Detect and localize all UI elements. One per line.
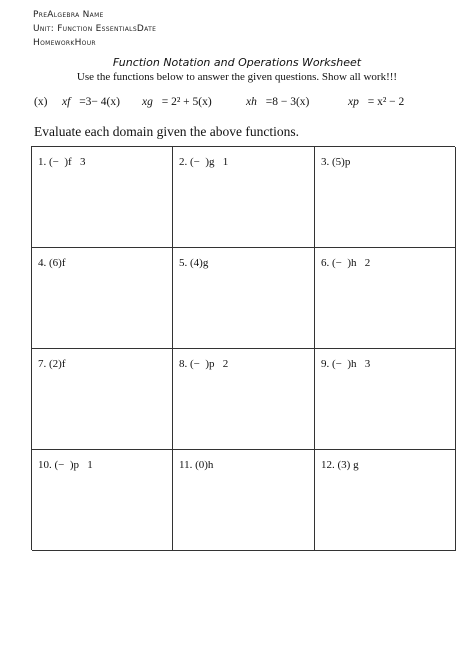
- function-h-name: xh: [246, 96, 257, 108]
- function-h-expr: =8 − 3(x): [265, 96, 310, 108]
- problem-cell[interactable]: [315, 349, 456, 450]
- function-f: [62, 96, 120, 108]
- function-h: [246, 96, 309, 108]
- function-p: [348, 96, 404, 108]
- function-variable-label: (x): [34, 96, 48, 108]
- problem-cell[interactable]: [315, 248, 456, 349]
- function-g-expr: = 2² + 5(x): [161, 96, 212, 108]
- function-f-expr: =3− 4(x): [79, 96, 120, 108]
- header-unit-date-line: Unit: Function EssentialsDate: [33, 24, 157, 34]
- problem-cell[interactable]: [315, 450, 456, 551]
- worksheet-subtitle: Use the functions below to answer the given questions. Show all work!!!: [76, 71, 398, 83]
- problem-cell[interactable]: [32, 450, 173, 551]
- problem-cell[interactable]: [173, 349, 315, 450]
- function-g-name: xg: [142, 96, 153, 108]
- problem-label: 2. (− )g 1: [179, 156, 229, 168]
- problem-label: 1. (− )f 3: [38, 156, 86, 168]
- problem-grid: [31, 146, 455, 550]
- problem-cell[interactable]: [32, 248, 173, 349]
- problem-label: 12. (3) g: [321, 459, 359, 471]
- worksheet-title: Function Notation and Operations Worksheet: [112, 56, 362, 69]
- problem-label: 4. (6)f: [38, 257, 66, 269]
- header-homework-hour-line: HomeworkHour: [33, 38, 96, 48]
- problem-cell[interactable]: [32, 147, 173, 248]
- problem-cell[interactable]: [173, 147, 315, 248]
- problem-label: 3. (5)p: [321, 156, 351, 168]
- problem-label: 11. (0)h: [179, 459, 214, 471]
- problem-label: 8. (− )p 2: [179, 358, 229, 370]
- problem-cell[interactable]: [173, 248, 315, 349]
- problem-label: 6. (− )h 2: [321, 257, 371, 269]
- problem-label: 9. (− )h 3: [321, 358, 371, 370]
- problem-cell[interactable]: [315, 147, 456, 248]
- problem-cell[interactable]: [32, 349, 173, 450]
- header-class-name-line: PreAlgebra Name: [33, 10, 104, 20]
- function-p-name: xp: [348, 96, 359, 108]
- instructions: Evaluate each domain given the above functions.: [34, 124, 300, 139]
- problem-label: 5. (4)g: [179, 257, 209, 269]
- function-f-name: xf: [62, 96, 71, 108]
- function-p-expr: = x² − 2: [367, 96, 405, 108]
- problem-label: 7. (2)f: [38, 358, 66, 370]
- problem-cell[interactable]: [173, 450, 315, 551]
- problem-label: 10. (− )p 1: [38, 459, 93, 471]
- function-g: [142, 96, 212, 108]
